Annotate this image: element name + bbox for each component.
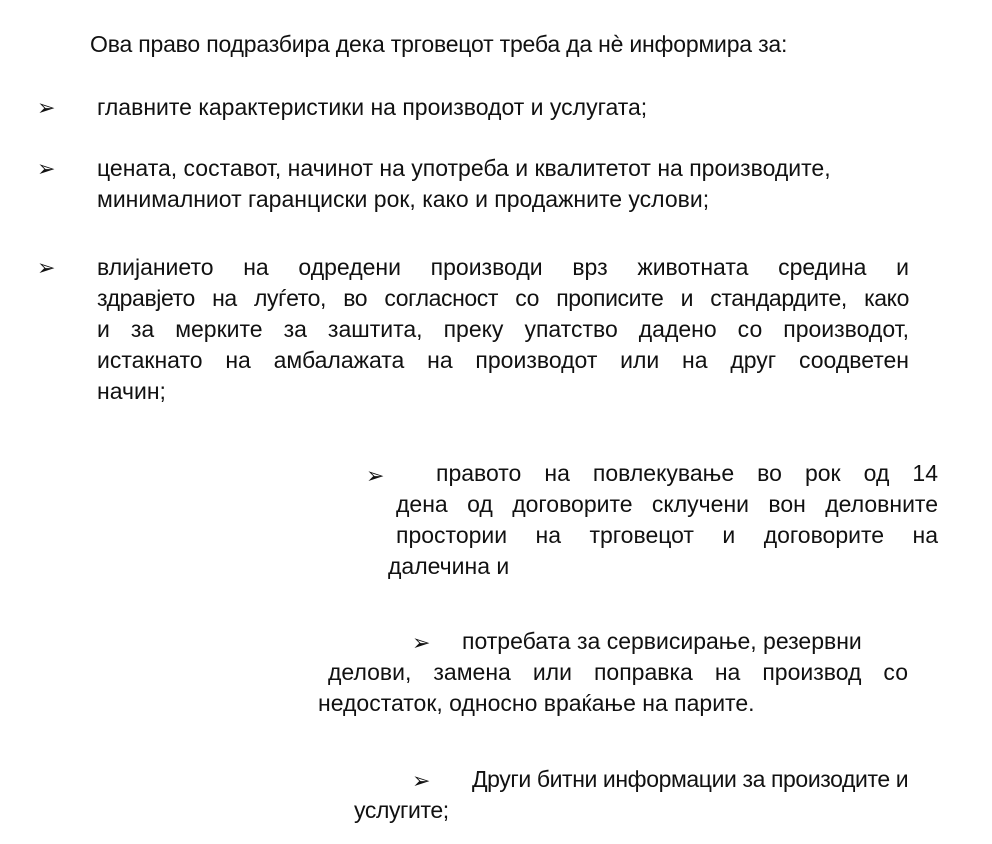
list-item-line: начин; bbox=[97, 378, 166, 404]
list-item-line: недостаток, односно враќање на парите. bbox=[318, 690, 755, 716]
list-item-line: здравјето на луѓето, во согласност со прописите и стандардите, како bbox=[97, 285, 909, 311]
list-item-line: услугите; bbox=[354, 797, 449, 823]
list-item-line: делови, замена или поправка на производ со bbox=[328, 659, 908, 685]
arrow-bullet-icon: ➢ bbox=[37, 255, 56, 280]
list-item bbox=[388, 458, 938, 582]
list-item-line: далечина и bbox=[388, 553, 510, 579]
arrow-bullet-icon: ➢ bbox=[412, 768, 431, 793]
arrow-bullet-icon: ➢ bbox=[37, 156, 56, 181]
list-item bbox=[97, 252, 909, 407]
list-item bbox=[318, 626, 918, 719]
list-item-line: дена од договорите склучени вон деловните bbox=[396, 491, 938, 517]
list-item-line-text: правото на повлекување во рок од 14 bbox=[436, 460, 938, 486]
arrow-bullet-icon: ➢ bbox=[412, 630, 431, 655]
list-item bbox=[97, 153, 897, 215]
list-item bbox=[97, 92, 797, 123]
list-item-line: и за мерките за заштита, преку упатство дадено со производот, bbox=[97, 316, 909, 342]
list-item-line: простории на трговецот и договорите на bbox=[396, 522, 938, 548]
arrow-bullet-icon: ➢ bbox=[366, 463, 385, 488]
arrow-bullet-icon: ➢ bbox=[37, 95, 56, 120]
list-item-line: Други битни информации за произодите и bbox=[472, 766, 909, 792]
list-item-line: потребата за сервисирање, резервни bbox=[462, 628, 862, 654]
list-item bbox=[354, 764, 974, 826]
list-item-line: истакнато на амбалажата на производот или на друг соодветен bbox=[97, 347, 909, 373]
list-item-line: влијанието на одредени производи врз животната средина и bbox=[97, 254, 909, 280]
list-item-line bbox=[388, 458, 938, 489]
intro-paragraph: Ова право подразбира дека трговецот треба да нѐ информира за: bbox=[90, 31, 788, 57]
list-item-line: цената, составот, начинот на употреба и квалитетот на производите, bbox=[97, 155, 831, 181]
list-item-line: главните карактеристики на производот и услугата; bbox=[97, 94, 648, 120]
list-item-line: минималниот гаранциски рок, како и продажните услови; bbox=[97, 186, 710, 212]
